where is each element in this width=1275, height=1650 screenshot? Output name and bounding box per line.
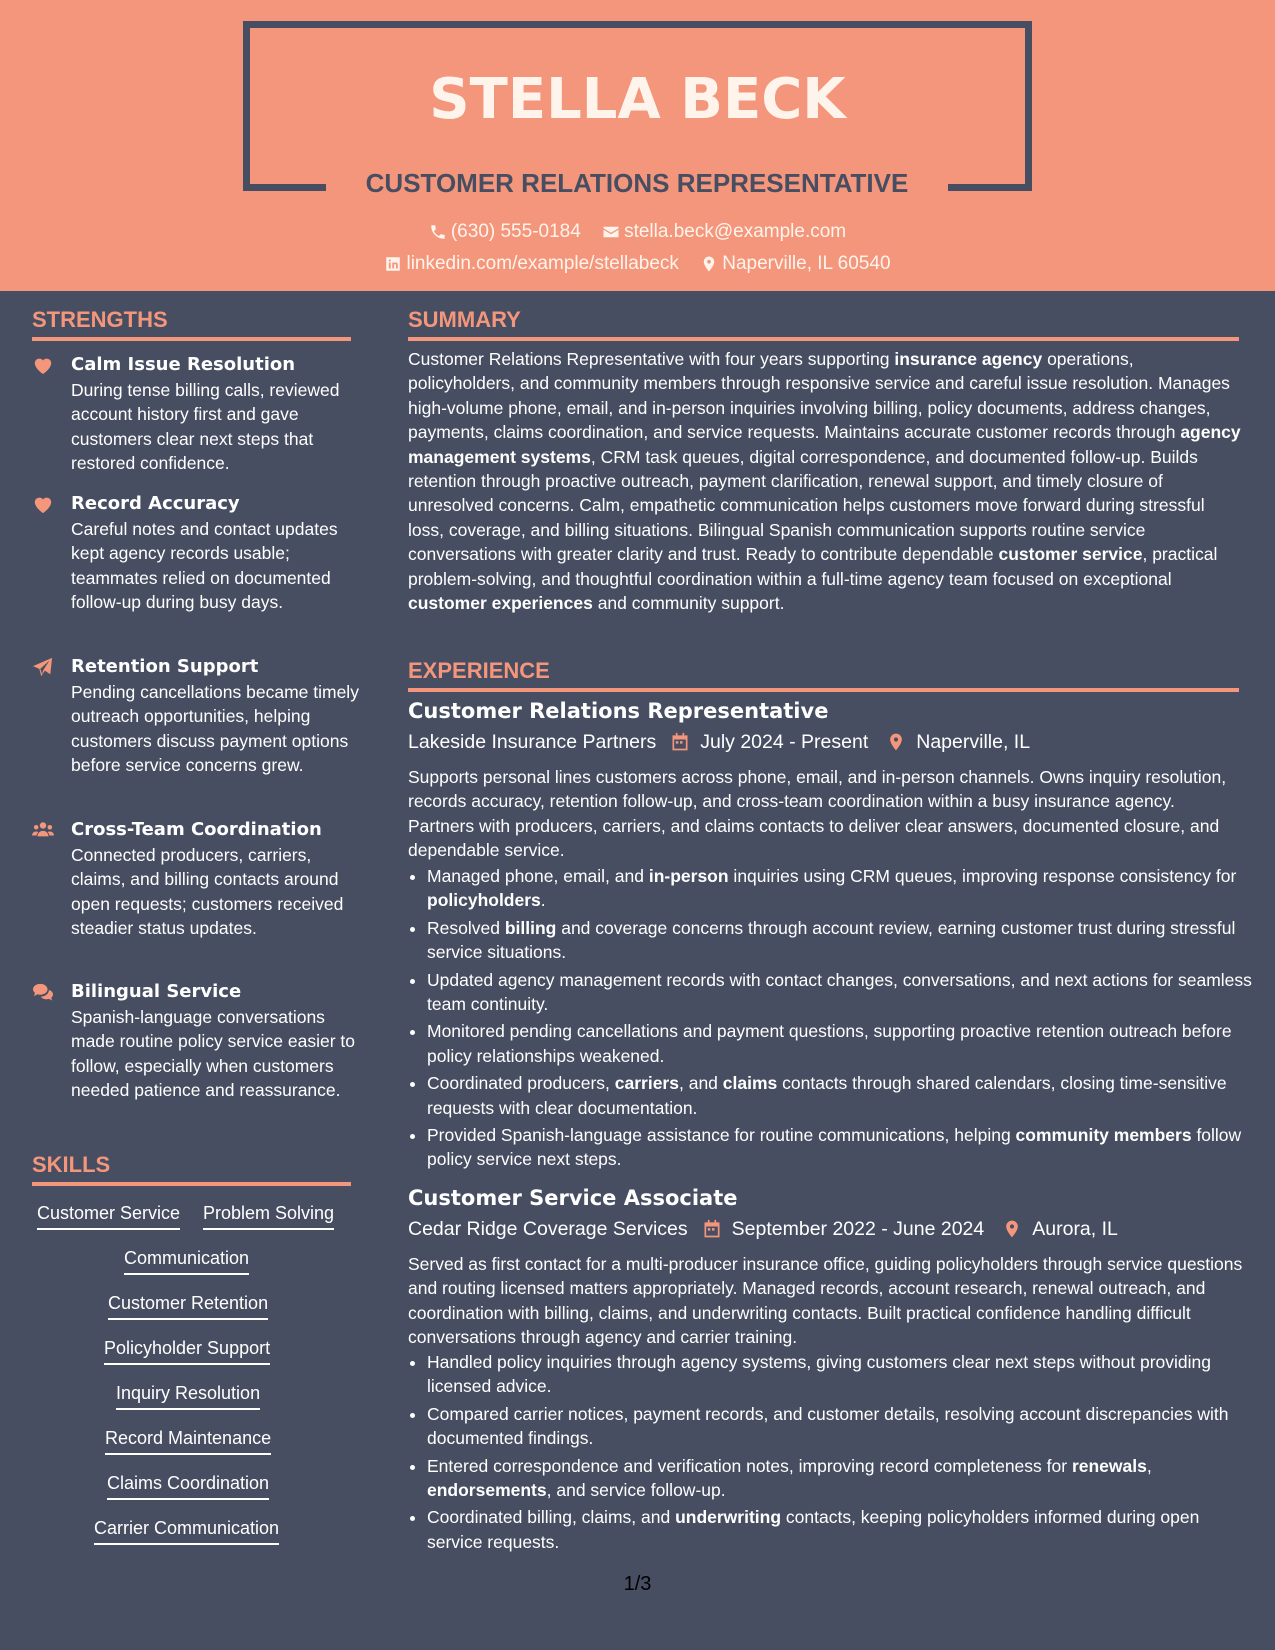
skill-tag: Claims Coordination xyxy=(107,1471,269,1500)
skill-tag: Communication xyxy=(124,1246,249,1275)
bullet-text: follow policy service next steps. xyxy=(427,1125,1242,1170)
strength-title: Record Accuracy xyxy=(71,493,240,514)
job-description: Supports personal lines customers across phone, email, and in-person channels. Owns inquiry resolution, records accuracy, retention follow-up, and cross-team coordination within a busy insurance agency. Partners with producers, carriers, and claims contacts to deliver clear answers, documented closure, and dependable service. xyxy=(408,767,1227,861)
bullet-text: Entered correspondence and verification notes, improving record completeness for xyxy=(427,1455,1072,1476)
summary-part: , CRM task queues, digital correspondence, and documented follow-up. Builds retention through proactive outreach, payment clarification, renewal support, and timely closure of unresolved concerns. Calm, empathetic communication helps customers move forward during stressful loss, coverage, and billing situations. Bilingual Spanish communication supports routine service conversations with greater clarity and trust. Ready to contribute dependable xyxy=(408,446,1205,565)
job-meta xyxy=(408,1215,1118,1243)
map-pin-icon xyxy=(700,255,718,273)
bullet-text: Resolved xyxy=(427,917,505,938)
calendar-icon xyxy=(670,732,690,752)
candidate-name: STELLA BECK xyxy=(429,67,846,132)
summary-keyword: customer experiences xyxy=(408,593,593,614)
skill-tag: Record Maintenance xyxy=(105,1426,271,1455)
job-dates: July 2024 - Present xyxy=(700,731,869,753)
strength-desc: Spanish-language conversations made routine policy service easier to follow, especially when customers needed patience and reassurance. xyxy=(71,1007,356,1101)
bullet-item xyxy=(427,864,1257,913)
bullet-item xyxy=(427,1350,1257,1399)
experience-heading: EXPERIENCE xyxy=(408,658,550,683)
bullet-text: inquiries using CRM queues, improving response consistency for xyxy=(728,866,1237,886)
skill-tag: Customer Retention xyxy=(108,1291,268,1320)
bullet-item xyxy=(427,1071,1257,1120)
map-pin-icon xyxy=(1002,1219,1022,1239)
summary-part: Customer Relations Representative with four years supporting xyxy=(408,349,895,369)
bullet-item xyxy=(427,916,1257,965)
summary-keyword: customer service xyxy=(998,544,1143,565)
phone-contact[interactable] xyxy=(429,218,581,246)
strength-item xyxy=(32,980,362,1120)
bullet-item xyxy=(427,1019,1257,1068)
skill-tag: Carrier Communication xyxy=(94,1516,279,1545)
strength-desc: During tense billing calls, reviewed account history first and gave customers clear next steps that restored confidence. xyxy=(71,380,340,474)
job-description: Served as first contact for a multi-producer insurance office, guiding policyholders through service questions and routing licensed matters appropriately. Managed records, account research, renewal outreach, and coordination with billing, claims, and underwriting contacts. Built practical confidence handling difficult conversations through agency and carrier training. xyxy=(408,1254,1243,1348)
strengths-heading: STRENGTHS xyxy=(32,307,168,332)
strengths-rule xyxy=(32,337,351,341)
skills-rule xyxy=(32,1182,351,1186)
strength-desc: Careful notes and contact updates kept agency records usable; teammates relied on documented follow-up during busy days. xyxy=(71,519,338,613)
job-company: Cedar Ridge Coverage Services xyxy=(408,1218,688,1240)
map-pin-icon xyxy=(886,732,906,752)
summary-heading: SUMMARY xyxy=(408,307,521,332)
linkedin-contact[interactable] xyxy=(384,250,678,278)
strength-title: Bilingual Service xyxy=(71,981,242,1002)
bullet-keyword: community members xyxy=(1015,1125,1192,1146)
calendar-icon xyxy=(702,1219,722,1239)
bullet-keyword: endorsements xyxy=(427,1480,547,1501)
skill-tag: Customer Service xyxy=(37,1201,180,1230)
experience-rule xyxy=(408,688,1239,692)
heart-icon xyxy=(32,494,56,516)
job-location: Aurora, IL xyxy=(1032,1218,1118,1240)
header-frame-bottom-left xyxy=(243,184,326,191)
email-contact[interactable] xyxy=(602,218,846,246)
bullet-text: contacts through shared calendars, closing time-sensitive requests with clear documentation. xyxy=(427,1073,1227,1118)
phone-text: (630) 555-0184 xyxy=(450,221,581,242)
bullet-item xyxy=(427,1402,1257,1451)
summary-keyword: insurance agency xyxy=(894,349,1043,369)
summary-text xyxy=(408,347,1243,615)
strength-title: Retention Support xyxy=(71,656,259,677)
strength-item xyxy=(32,353,362,483)
email-text: stella.beck@example.com xyxy=(624,221,847,242)
bullet-text: , and service follow-up. xyxy=(546,1480,726,1501)
bullet-text: , xyxy=(1146,1455,1152,1476)
header-frame-top xyxy=(243,21,1032,28)
strength-item xyxy=(32,492,362,632)
summary-keyword: agency management systems xyxy=(408,422,1241,467)
candidate-title: CUSTOMER RELATIONS REPRESENTATIVE xyxy=(365,168,909,198)
heart-icon xyxy=(32,355,56,377)
bullet-text: . xyxy=(540,890,546,911)
job-location-wrap xyxy=(868,728,1030,756)
strength-item xyxy=(32,818,362,958)
skill-tag: Policyholder Support xyxy=(104,1336,270,1365)
job-title: Customer Relations Representative xyxy=(408,699,829,723)
bullet-text: Updated agency management records with contact changes, conversations, and next actions for seamless team continuity. xyxy=(427,969,1252,1015)
bullet-item xyxy=(427,1454,1257,1503)
strength-desc: Connected producers, carriers, claims, and billing contacts around open requests; customers received steadier status updates. xyxy=(71,845,344,939)
header-frame-right xyxy=(1025,21,1032,191)
skill-tag: Inquiry Resolution xyxy=(116,1381,260,1410)
page-number: 1/3 xyxy=(623,1573,652,1595)
bullet-text: Monitored pending cancellations and payment questions, supporting proactive retention outreach before policy relationships weakened. xyxy=(427,1021,1232,1066)
bullet-text: Managed phone, email, and xyxy=(427,866,649,886)
bullet-text: Compared carrier notices, payment records, and customer details, resolving account discrepancies with documented findings. xyxy=(427,1403,1229,1449)
bullet-keyword: billing xyxy=(504,917,557,938)
comments-icon xyxy=(32,982,56,1004)
summary-rule xyxy=(408,337,1239,341)
header-frame-bottom-right xyxy=(948,184,1032,191)
bullet-keyword: policyholders xyxy=(427,890,541,911)
bullet-text: Handled policy inquiries through agency systems, giving customers clear next steps without providing licensed advice. xyxy=(427,1352,1212,1397)
bullet-text: , and xyxy=(678,1073,723,1094)
bullet-keyword: carriers xyxy=(614,1073,679,1094)
skills-heading: SKILLS xyxy=(32,1152,111,1177)
paper-plane-icon xyxy=(32,657,56,679)
bullet-text: contacts, keeping policyholders informed during open service requests. xyxy=(427,1507,1200,1552)
linkedin-text: linkedin.com/example/stellabeck xyxy=(406,253,679,274)
summary-part: and community support. xyxy=(592,593,785,614)
bullet-keyword: underwriting xyxy=(675,1507,782,1528)
linkedin-icon xyxy=(384,255,402,273)
strength-desc: Pending cancellations became timely outreach opportunities, helping customers discuss payment options before service concerns grew. xyxy=(71,682,359,776)
header-frame-left xyxy=(243,21,250,191)
bullet-keyword: renewals xyxy=(1071,1455,1147,1476)
strength-item xyxy=(32,655,362,795)
bullet-keyword: in-person xyxy=(648,866,729,886)
bullet-text: Coordinated billing, claims, and xyxy=(427,1507,676,1528)
job-location: Naperville, IL xyxy=(916,731,1031,753)
bullet-item xyxy=(427,1123,1257,1172)
resume-header xyxy=(0,0,1275,291)
job-meta xyxy=(408,728,1030,756)
bullet-keyword: claims xyxy=(722,1073,778,1094)
bullet-item xyxy=(427,968,1257,1017)
bullet-text: Coordinated producers, xyxy=(427,1073,615,1094)
strength-title: Calm Issue Resolution xyxy=(71,354,296,375)
location-text: Naperville, IL 60540 xyxy=(722,253,891,274)
bullet-text: and coverage concerns through account review, earning customer trust during stressful service situations. xyxy=(427,917,1236,963)
contact-row-2 xyxy=(0,250,1275,282)
contact-row-1 xyxy=(0,218,1275,250)
summary-part: , practical problem-solving, and thoughtful coordination within a full-time agency team focused on exceptional xyxy=(408,544,1218,589)
job-dates: September 2022 - June 2024 xyxy=(731,1218,985,1240)
summary-part: operations, policyholders, and community members through responsive service and careful issue resolution. Manages high-volume phone, email, and in-person inquiries involving billing, policy documents, address changes, payments, claims coordination, and service requests. Maintains accurate customer records through xyxy=(408,349,1230,443)
job-bullets xyxy=(408,1350,1257,1557)
phone-icon xyxy=(429,223,447,241)
strength-title: Cross-Team Coordination xyxy=(71,819,322,840)
envelope-icon xyxy=(602,223,620,241)
job-title: Customer Service Associate xyxy=(408,1186,738,1210)
job-location-wrap xyxy=(984,1215,1118,1243)
job-company: Lakeside Insurance Partners xyxy=(408,731,657,753)
skill-tag: Problem Solving xyxy=(203,1201,334,1230)
job-bullets xyxy=(408,864,1257,1175)
bullet-item xyxy=(427,1505,1257,1554)
bullet-text: Provided Spanish-language assistance for routine communications, helping xyxy=(427,1125,1016,1146)
location-contact xyxy=(700,250,890,278)
users-icon xyxy=(32,820,56,842)
